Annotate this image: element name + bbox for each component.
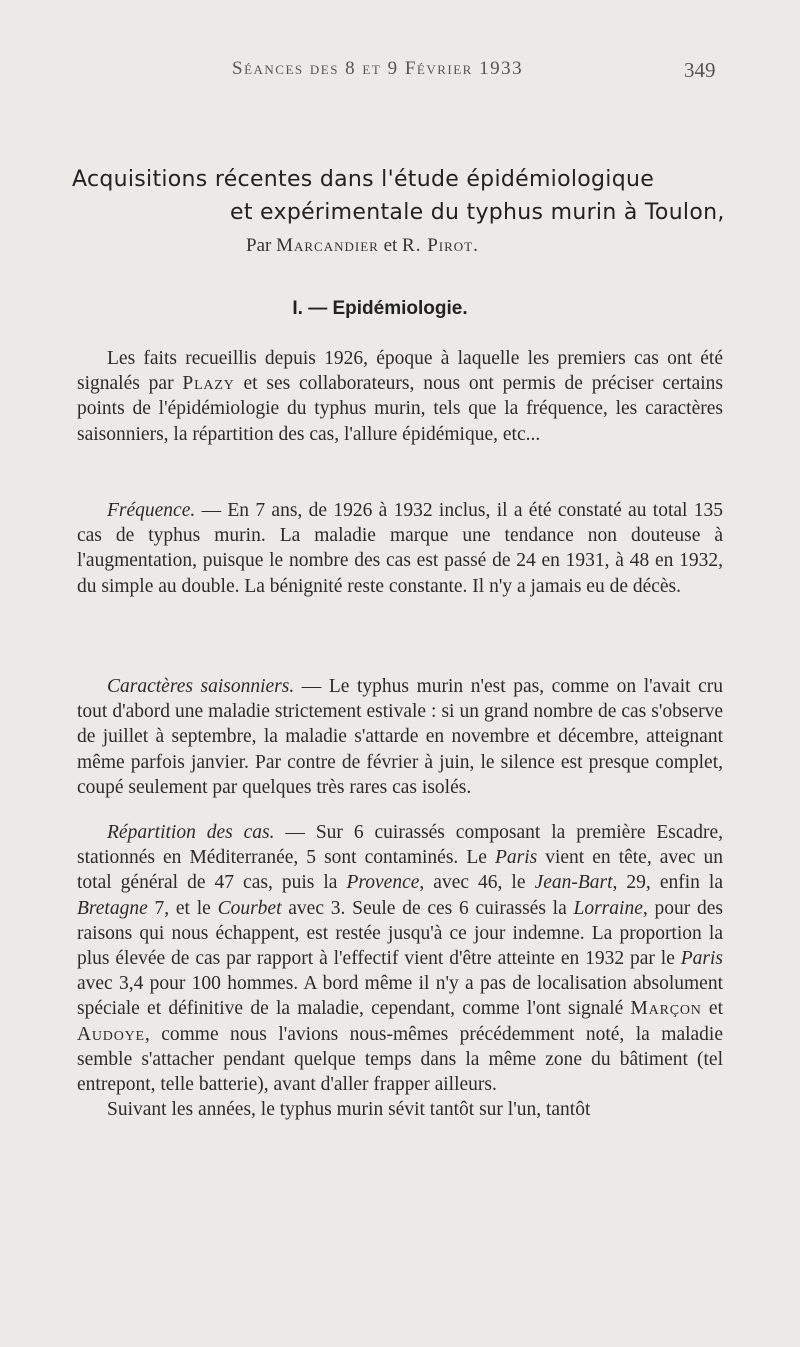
author-1: Marcandier: [276, 235, 379, 256]
ship-lorraine: Lorraine: [573, 897, 643, 919]
repartition-text-6: avec 3. Seule de ces 6 cuirassés la: [281, 897, 574, 919]
saisonniers-paragraph: [77, 674, 723, 800]
repartition-text-8: avec 3,4 pour 100 hommes. A bord même il n'y a pas de localisation absolument spéciale et définitive de la maladie, cependant, comme l'ont signalé: [77, 973, 723, 1020]
intro-text-1: Les faits recueillis depuis 1926, époque à laquelle les premiers cas ont été signalés par: [77, 348, 723, 395]
repartition-text-7: , pour des raisons qui nous échappent, est restée jusqu'à ce jour indemne. La proportion la plus élevée de cas par rapport à l'effectif vient d'être atteinte en 1932 par le: [77, 897, 723, 970]
ship-jean-bart: Jean-Bart: [534, 872, 613, 894]
intro-text-2: et ses collaborateurs, nous ont permis de préciser certains points de l'épidémiologie du typhus murin, tels que la fréquence, les caractères saisonniers, la répartition des cas, l'allure épidémique, etc...: [77, 373, 723, 445]
repartition-text-4: , 29, enfin la: [612, 872, 724, 894]
ship-paris: Paris: [494, 847, 538, 869]
authors-conjunction: et: [383, 235, 398, 256]
article-title-line-2: et expérimentale du typhus murin à Toulon,: [230, 200, 725, 225]
author-audoye: Audoye: [77, 1023, 145, 1045]
page-number: 349: [684, 58, 716, 82]
last-paragraph: Suivant les années, le typhus murin sévit tantôt sur l'un, tantôt: [107, 1099, 591, 1121]
ship-bretagne: Bretagne: [77, 897, 148, 919]
saisonniers-heading: Caractères saisonniers.: [107, 676, 295, 697]
repartition-text-5: 7, et le: [147, 897, 218, 919]
authors-byline: [246, 235, 479, 257]
repartition-text-3: , avec 46, le: [419, 872, 535, 894]
ship-paris-2: Paris: [680, 948, 723, 970]
frequence-text: — En 7 ans, de 1926 à 1932 inclus, il a été constaté au total 135 cas de typhus murin. La maladie marque une tendance non douteuse à l'augmentation, puisque le nombre des cas est passé de 24 en 1931, à 48 en 1932, du simple au double. La bénignité reste constante. Il n'y a jamais eu de décès.: [77, 500, 723, 597]
author-plazy: Plazy: [182, 373, 235, 395]
author-2: R. Pirot.: [402, 235, 479, 256]
frequence-paragraph: [77, 498, 723, 599]
repartition-text-9: et: [701, 998, 723, 1020]
saisonniers-text: — Le typhus murin n'est pas, comme on l'avait cru tout d'abord une maladie strictement estivale : si un grand nombre de cas s'observe de juillet à septembre, la maladie s'attarde en novembre et décembre, atteignant même parfois janvier. Par contre de février à juin, le silence est presque complet, coupé seulement par quelques très rares cas isolés.: [77, 676, 723, 798]
author-marcon: Marçon: [630, 998, 702, 1020]
repartition-text-2: vient en tête, avec un total général de 47 cas, puis la: [77, 847, 723, 894]
intro-paragraph: [77, 346, 723, 447]
running-head: [0, 58, 800, 88]
repartition-heading: Répartition des cas.: [107, 822, 275, 843]
repartition-text-1: — Sur 6 cuirassés composant la première Escadre, stationnés en Méditerranée, 5 sont contaminés. Le: [77, 822, 723, 869]
article-title-line-1: Acquisitions récentes dans l'étude épidémiologique: [72, 167, 655, 192]
section-heading: I. — Epidémiologie.: [292, 298, 468, 319]
frequence-heading: Fréquence.: [107, 500, 196, 521]
repartition-text-10: , comme nous l'avions nous-mêmes précédemment noté, la maladie semble s'attacher pendant quelque temps dans la même zone du bâtiment (tel entrepont, telle batterie), avant d'aller frapper ailleurs.: [77, 1023, 723, 1096]
repartition-paragraph: [77, 820, 723, 1122]
authors-prefix: Par: [246, 235, 272, 256]
ship-courbet: Courbet: [217, 897, 282, 919]
article-title: [70, 163, 730, 229]
running-head-title: Séances des 8 et 9 Février 1933: [232, 58, 524, 79]
ship-provence: Provence: [346, 872, 420, 894]
